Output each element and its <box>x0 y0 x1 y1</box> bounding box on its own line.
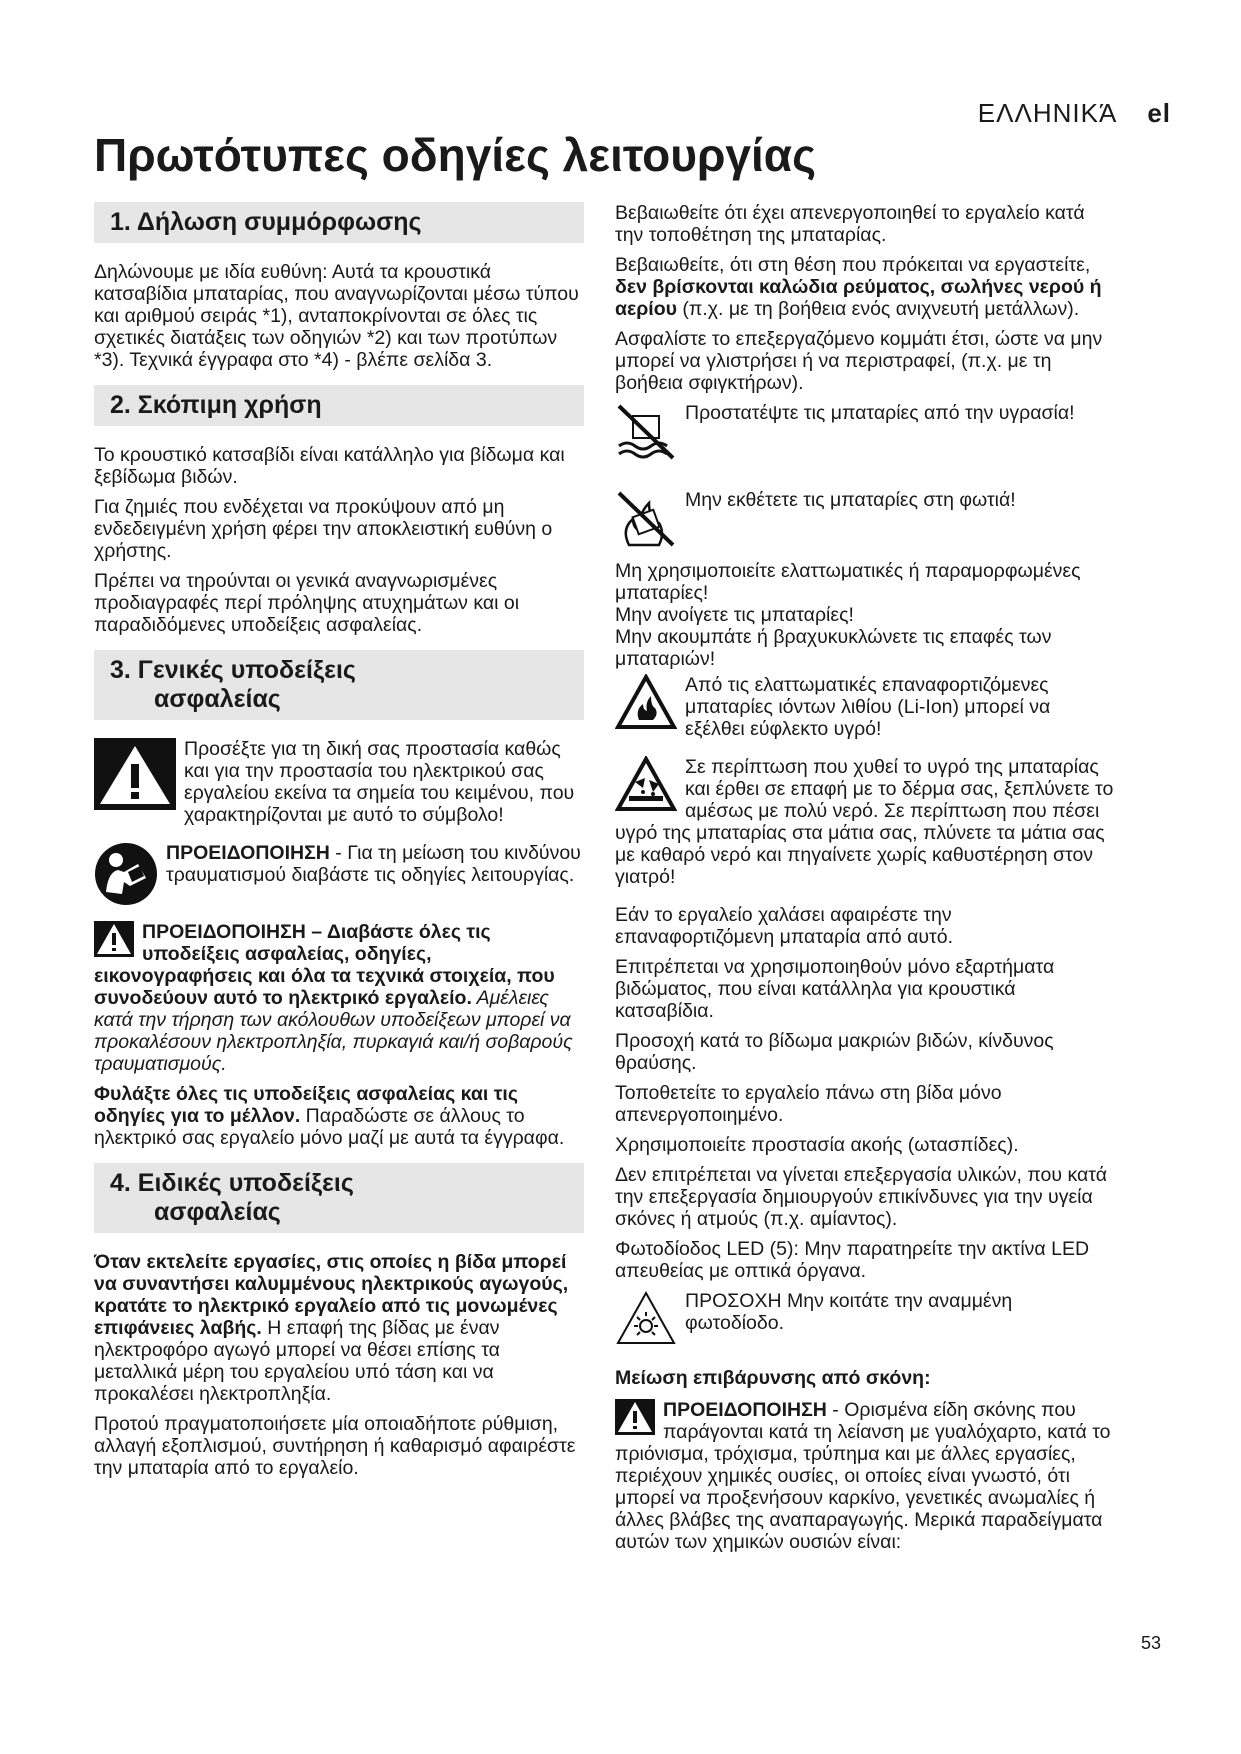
symbol-note-text: Προσέξτε για τη δική σας προστασία καθώς και για την προστασία του ηλεκτρικού σας εργαλείου εκείνα τα σημεία του κειμένου, που χαρακτηρίζονται με αυτό το σύμβολο! <box>184 738 575 826</box>
defective-battery-line3: Μην ακουμπάτε ή βραχυκυκλώνετε τις επαφές των μπαταριών! <box>615 626 1052 670</box>
section-2-text-3: Πρέπει να τηρούνται οι γενικά αναγνωρισμένες προδιαγραφές περί πρόληψης ατυχημάτων και οι παραδιδόμενες υποδείξεις ασφαλείας. <box>94 570 520 636</box>
right-text-12: Τοποθετείτε το εργαλείο πάνω στη βίδα μόνο απενεργοποιημένο. <box>615 1082 1002 1126</box>
led-note <box>615 1290 1115 1353</box>
right-text-15: Φωτοδίοδος LED (5): Μην παρατηρείτε την ακτίνα LED απευθείας με οπτικά όργανα. <box>615 1238 1090 1282</box>
section-2-text-1: Το κρουστικό κατσαβίδι είναι κατάλληλο για βίδωμα και ξεβίδωμα βιδών. <box>94 444 565 488</box>
language-header <box>978 98 1171 129</box>
read-manual-icon <box>94 842 158 911</box>
flammable-icon <box>615 674 677 735</box>
warning-triangle-icon <box>94 738 176 815</box>
led-text: ΠΡΟΣΟΧΗ Μην κοιτάτε την αναμμένη φωτοδίοδο. <box>685 1290 1013 1334</box>
section-1-text: Δηλώνουμε με ιδία ευθύνη: Αυτά τα κρουστικά κατσαβίδια μπαταρίας, που αναγνωρίζονται μέσω τύπου και αριθμού σειράς *1), ανταποκρίνονται σε όλες τις σχετικές διατάξεις των οδηγιών *2) και των προτύπων *3). Τεχνικά έγγραφα στο *4) - βλέπε σελίδα 3. <box>94 261 579 371</box>
right-text-3: Ασφαλίστε το επεξεργαζόμενο κομμάτι έτσι, ώστε να μην μπορεί να γλιστρήσει ή να περιστραφεί, (π.χ. με τη βοήθεια σφιγκτήρων). <box>615 328 1103 394</box>
right-text-9: Εάν το εργαλείο χαλάσει αφαιρέστε την επαναφορτιζόμενη μπαταρία από αυτό. <box>615 904 953 948</box>
read-manual-text: ΠΡΟΕΙΔΟΠΟΙΗΣΗ - Για τη μείωση του κινδύνου τραυματισμού διαβάστε τις οδηγίες λειτουργίας. <box>166 842 581 886</box>
language-code: el <box>1147 98 1171 128</box>
symbol-note <box>94 738 584 834</box>
fire-text: Μην εκθέτετε τις μπαταρίες στη φωτιά! <box>685 489 1016 511</box>
section-4-text-2: Προτού πραγματοποιήσετε μία οποιαδήποτε ρύθμιση, αλλαγή εξοπλισμού, συντήρηση ή καθαρισμό αφαιρέστε την μπαταρία από το εργαλείο. <box>94 1413 576 1479</box>
fire-note <box>615 489 1115 556</box>
defective-battery-line2: Μην ανοίγετε τις μπαταρίες! <box>615 604 854 626</box>
section-2-text-2: Για ζημιές που ενδέχεται να προκύψουν από μη ενδεδειγμένη χρήση φέρει την αποκλειστική ευθύνη ο χρήστης. <box>94 496 553 562</box>
right-text-13: Χρησιμοποιείτε προστασία ακοής (ωτασπίδες). <box>615 1134 1019 1156</box>
no-fire-icon <box>615 489 677 554</box>
section-2-heading: 2. Σκόπιμη χρήση <box>94 385 584 426</box>
right-text-11: Προσοχή κατά το βίδωμα μακριών βιδών, κίνδυνος θραύσης. <box>615 1030 1054 1074</box>
dust-warning: ΠΡΟΕΙΔΟΠΟΙΗΣΗ - Ορισμένα είδη σκόνης που παράγονται κατά τη λείανση με γυαλόχαρτο, κατά το πριόνισμα, τρόχισμα, τρύπημα και με άλλες εργασίες, περιέχουν χημικές ουσίες, οι οποίες είναι γνωστό, ότι μπορεί να προξενήσουν καρκίνο, γενετικές ανωμαλίες ή άλλες βλάβες της αναπαραγωγής. Μερικά παραδείγματα αυτών των χημικών ουσιών είναι: <box>615 1399 1111 1553</box>
section-3-heading <box>94 650 584 720</box>
corrosive-text: Σε περίπτωση που χυθεί το υγρό της μπαταρίας και έρθει σε επαφή με το δέρμα σας, ξεπλύνετε το αμέσως με πολύ νερό. Σε περίπτωση που πέσει υγρό της μπαταρίας στα μάτια σας, πλύνετε τα μάτια σας με καθαρό νερό και πηγαίνετε χωρίς καθυστέρηση στον γιατρό! <box>615 756 1114 888</box>
corrosive-note <box>615 756 1115 896</box>
dust-subheading: Μείωση επιβάρυνσης από σκόνη: <box>615 1367 931 1389</box>
moisture-note <box>615 402 1115 469</box>
moisture-text: Προστατέψτε τις μπαταρίες από την υγρασία! <box>685 402 1075 424</box>
section-3-heading-line1: 3. Γενικές υποδείξεις <box>110 656 356 684</box>
right-text-1: Βεβαιωθείτε ότι έχει απενεργοποιηθεί το εργαλείο κατά την τοποθέτηση της μπαταρίας. <box>615 202 1085 246</box>
defective-battery-text <box>615 560 1115 670</box>
right-text-2: Βεβαιωθείτε, ότι στη θέση που πρόκειται να εργαστείτε, δεν βρίσκονται καλώδια ρεύματος, σωλήνες νερού ή αερίου (π.χ. με τη βοήθεια ενός ανιχνευτή μετάλλων). <box>615 254 1102 320</box>
no-water-icon <box>615 402 677 467</box>
section-3-heading-line2: ασφαλείας <box>154 685 281 713</box>
right-text-10: Επιτρέπεται να χρησιμοποιηθούν μόνο εξαρτήματα βιδώματος, που είναι κατάλληλα για κρουστικά κατσαβίδια. <box>615 956 1055 1022</box>
flammable-note <box>615 674 1115 748</box>
defective-battery-line1: Μη χρησιμοποιείτε ελαττωματικές ή παραμορφωμένες μπαταρίες! <box>615 560 1081 604</box>
led-warning-icon <box>615 1290 677 1351</box>
page-title: Πρωτότυπες οδηγίες λειτουργίας <box>94 129 816 181</box>
right-text-14: Δεν επιτρέπεται να γίνεται επεξεργασία υλικών, που κατά την επεξεργασία δημιουργούν επικίνδυνες για την υγεία σκόνες ή ατμούς (π.χ. αμίαντος). <box>615 1164 1107 1230</box>
warning-small-icon <box>615 1399 655 1440</box>
right-column <box>615 202 1115 1561</box>
section-4-heading-line1: 4. Ειδικές υποδείξεις <box>110 1169 354 1197</box>
warning-small-icon <box>94 921 134 962</box>
section-1-heading: 1. Δήλωση συμμόρφωσης <box>94 202 584 243</box>
page-number: 53 <box>1140 1633 1161 1653</box>
read-all-warning: ΠΡΟΕΙΔΟΠΟΙΗΣΗ – Διαβάστε όλες τις υποδείξεις ασφαλείας, οδηγίες, εικονογραφήσεις και όλα τα τεχνικά στοιχεία, που συνοδεύουν αυτό το ηλεκτρικό εργαλείο. Αμέλειες κατά την τήρηση των ακόλουθων υποδείξεων μπορεί να προκαλέσουν ηλεκτροπληξία, πυρκαγιά και/ή σοβαρούς τραυματισμούς. <box>94 921 573 1075</box>
section-4-heading-line2: ασφαλείας <box>154 1198 281 1226</box>
section-4-text-1: Όταν εκτελείτε εργασίες, στις οποίες η βίδα μπορεί να συναντήσει καλυμμένους ηλεκτρικούς αγωγούς, κρατάτε το ηλεκτρικό εργαλείο από τις μονωμένες επιφάνειες λαβής. Η επαφή της βίδας με έναν ηλεκτροφόρο αγωγό μπορεί να θέσει επίσης τα μεταλλικά μέρη του εργαλείου υπό τάση και να προκαλέσει ηλεκτροπληξία. <box>94 1251 569 1405</box>
flammable-text: Από τις ελαττωματικές επαναφορτιζόμενες μπαταρίες ιόντων λιθίου (Li-Ion) μπορεί να εξέλθει εύφλεκτο υγρό! <box>685 674 1051 740</box>
keep-instructions: Φυλάξτε όλες τις υποδείξεις ασφαλείας και τις οδηγίες για το μέλλον. Παραδώστε σε άλλους το ηλεκτρικό σας εργαλείο μόνο μαζί με αυτά τα έγγραφα. <box>94 1083 565 1149</box>
language-label: ΕΛΛΗΝΙΚΆ <box>977 98 1118 128</box>
corrosive-icon <box>615 756 677 817</box>
left-column <box>94 202 584 1487</box>
read-manual-note <box>94 842 584 913</box>
section-4-heading <box>94 1163 584 1233</box>
